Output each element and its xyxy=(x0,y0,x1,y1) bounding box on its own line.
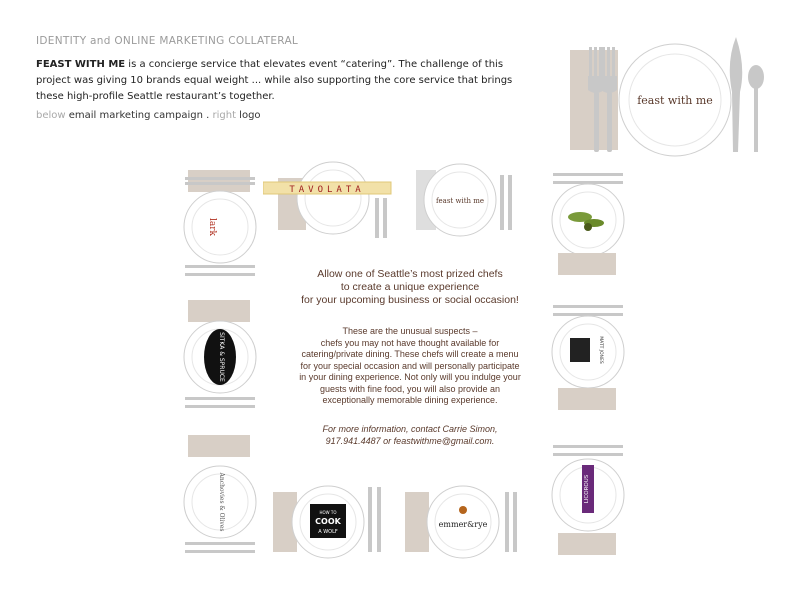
emmer-logo: emmer&rye xyxy=(438,520,488,529)
plate-sitka-spruce xyxy=(180,295,265,415)
emmer-mark-icon xyxy=(459,506,467,514)
anchovies-logo: Anchovies & Olives xyxy=(218,472,225,532)
intro-paragraph xyxy=(36,57,516,105)
plate-how-to-cook-a-wolf xyxy=(273,482,388,562)
plate-anchovies-olives xyxy=(180,430,265,560)
contact-line: 917.941.4487 or feastwithme@gmail.com. xyxy=(325,435,495,446)
hero-logo-place-setting xyxy=(560,32,780,162)
headline-line: Allow one of Seattle’s most prized chefs xyxy=(317,268,503,280)
caption-logo: logo xyxy=(236,110,261,121)
cook-wolf-logo-1: HOW TO xyxy=(319,510,337,515)
body-line: for your special occasion and will personally participate xyxy=(300,360,520,371)
plate-feast-with-me xyxy=(408,160,518,240)
caption-below: below xyxy=(36,110,66,121)
intro-text: is a concierge service that elevates event “catering”. The challenge of this project was giving 10 brands equal weight ... while also supporting the core service that brings these high-profile Seattle restaurant’s together. xyxy=(36,59,513,102)
plate-licorous xyxy=(548,440,633,560)
intro-brand: FEAST WITH ME xyxy=(36,59,126,70)
cook-wolf-logo-2: COOK xyxy=(315,517,341,526)
tavolata-logo: TAVOLATA xyxy=(289,185,365,195)
body-line: in your dining experience. Not only will you indulge your xyxy=(299,372,521,382)
plate-matt-jones xyxy=(548,300,633,415)
email-contact xyxy=(270,424,550,447)
caption-right: right xyxy=(212,110,236,121)
email-body xyxy=(270,326,550,407)
hero-logo-text: feast with me xyxy=(637,94,713,107)
plate-lark xyxy=(180,165,265,280)
feast-small-logo: feast with me xyxy=(435,197,485,205)
section-kicker: IDENTITY and ONLINE MARKETING COLLATERAL xyxy=(36,35,299,47)
headline-line: to create a unique experience xyxy=(340,281,480,293)
matt-logo-mark xyxy=(570,338,590,362)
caption-sep: . xyxy=(202,110,213,121)
plate-emmer-rye xyxy=(405,482,525,562)
body-line: exceptionally memorable dining experience. xyxy=(322,395,498,405)
body-line: chefs you may not have thought available for xyxy=(320,337,500,348)
headline-line: for your upcoming business or social occasion! xyxy=(301,294,519,306)
plate-olive xyxy=(548,165,633,280)
contact-line: For more information, contact Carrie Simon, xyxy=(322,424,498,434)
caption-line xyxy=(36,110,261,121)
lark-logo: lark xyxy=(207,218,217,236)
sitka-logo: SITKA & SPRUCE xyxy=(218,332,225,382)
spoon-icon xyxy=(748,65,764,89)
caption-email: email marketing campaign xyxy=(65,110,203,121)
cook-wolf-logo-3: A WOLF xyxy=(318,529,338,535)
knife-icon xyxy=(730,37,743,152)
email-headline xyxy=(270,268,550,307)
licorous-logo: LICOROUS xyxy=(584,474,590,504)
body-line: guests with fine food, you will also provide an xyxy=(319,383,501,394)
body-line: catering/private dining. These chefs will create a menu xyxy=(301,349,519,359)
body-line: These are the unusual suspects – xyxy=(342,326,478,336)
plate-tavolata xyxy=(263,158,398,243)
matt-logo: MATT JONES xyxy=(598,336,603,364)
